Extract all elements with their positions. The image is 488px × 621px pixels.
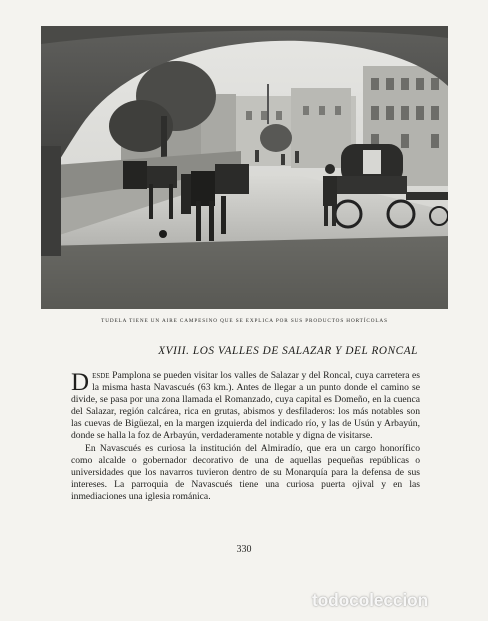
drop-cap: D [71,369,90,396]
paragraph-1-smallcaps: esde [92,370,110,381]
watermark-logo: todocoleccion [312,590,429,610]
body-text [71,370,420,503]
chapter-title: XVIII. LOS VALLES DE SALAZAR Y DEL RONCAL [158,345,418,357]
paragraph-1-text: Pamplona se pueden visitar los valles de Salazar y del Roncal, cuya carretera es la misma hasta Navascués (63 km.). Antes de llegar a un punto donde el camino se divide, se pasa por una zona llamada el Romanzado, cuya capital es Domeño, en la cuenca del Salazar, región calcárea, rica en grutas, abismos y desfiladeros: los más notables son las cuevas de Bigüezal, en la margen izquierda del indicado río, y las de Usún y Arbayún, donde se halla la foz de Arbayún, verdaderamente notable y digna de visitarse. [71,370,420,442]
photograph-street-under-bridge [41,26,448,309]
photo-caption: TUDELA TIENE UN AIRE CAMPESINO QUE SE EXPLICA POR SUS PRODUCTOS HORTÍCOLAS [101,318,388,324]
paragraph-1 [71,370,420,443]
paragraph-2: En Navascués es curiosa la institución del Almiradío, que era un cargo honorífico como alcalde o gobernador decorativo de una de aquellas pequeñas repúblicas o universidades que los navarros tuvieron dentro de su Monarquía para la defensa de sus intereses. La parroquia de Navascués tiene una curiosa puerta ojival y en las inmediaciones una iglesia románica. [71,442,420,502]
page-number: 330 [236,544,252,555]
photo-illustration [41,26,448,309]
